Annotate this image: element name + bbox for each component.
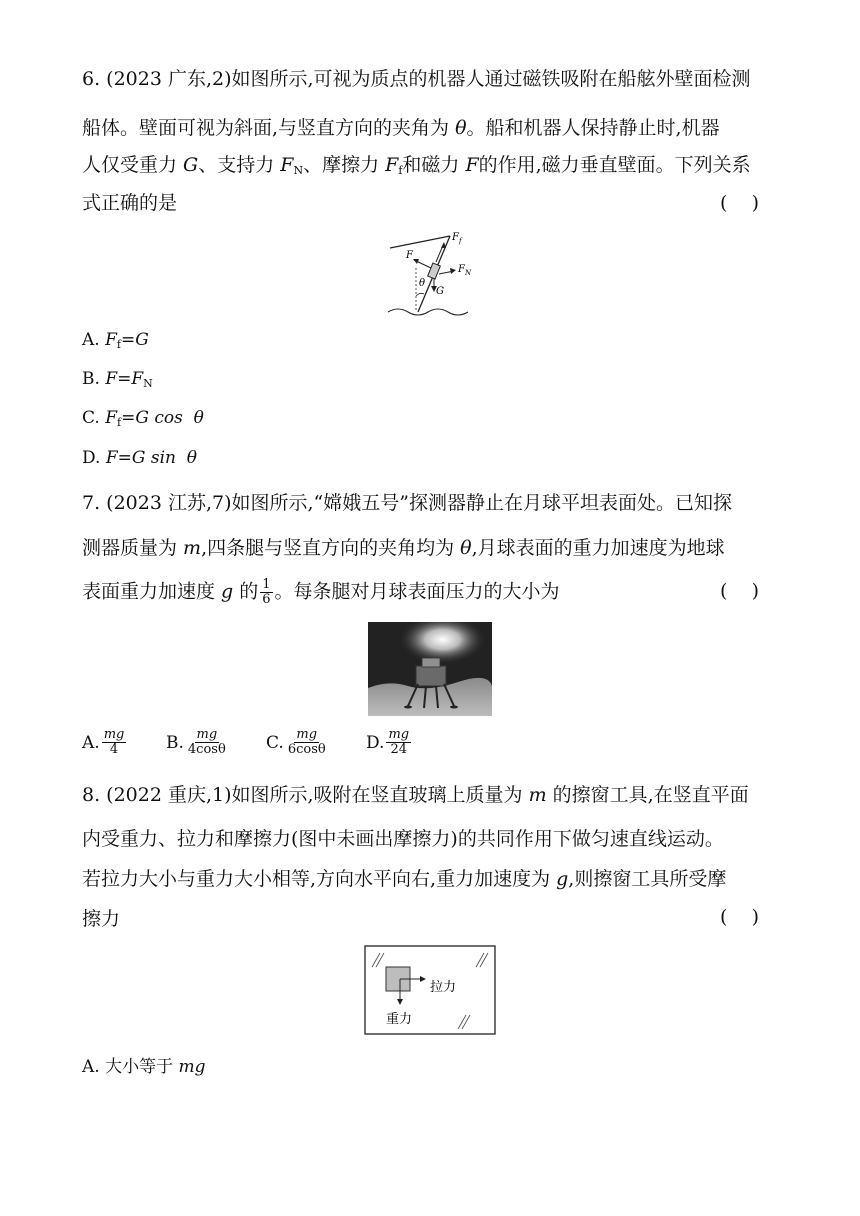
- q8-line-1: 8. (2022 重庆,1)如图所示,吸附在竖直玻璃上质量为 m 的擦窗工具,在竖直平面: [82, 784, 749, 806]
- label-pull: 拉力: [430, 980, 457, 995]
- q7-answer-bracket: ( ): [720, 580, 759, 602]
- lander-body: [416, 666, 446, 686]
- q6-line-1: 6. (2023 广东,2)如图所示,可视为质点的机器人通过磁铁吸附在船舷外壁面检测: [82, 68, 751, 90]
- hull-top-line: [390, 236, 450, 248]
- label-theta: θ: [419, 278, 426, 289]
- ascender: [422, 658, 440, 667]
- q7-option-c[interactable]: C. $\frac{mg}{6\cos\theta}$: [266, 727, 326, 757]
- label-gravity: 重力: [386, 1012, 413, 1027]
- q6-option-c[interactable]: C. $F_f=G$ cos θ: [82, 408, 204, 429]
- footpad-1: [404, 706, 412, 709]
- q6-option-a[interactable]: A. $F_f=G$: [82, 330, 149, 351]
- theta-arc: [416, 293, 424, 296]
- normal-arrowhead: [450, 268, 456, 274]
- q6-option-d[interactable]: D. F=G sin θ: [82, 448, 198, 468]
- q7-line-3: 表面重力加速度 g 的 $\frac{1}{6}$ 。每条腿对月球表面压力的大小为: [82, 577, 560, 607]
- q8-option-a[interactable]: A. 大小等于 mg: [82, 1057, 206, 1077]
- q8-line-2: 内受重力、拉力和摩擦力(图中未画出摩擦力)的共同作用下做匀速直线运动。: [82, 828, 724, 850]
- q6-line-4: 式正确的是: [82, 192, 178, 214]
- label-G: G: [436, 286, 444, 297]
- q6-option-b[interactable]: B. $F=F_N$: [82, 369, 153, 390]
- footpad-2: [450, 706, 458, 709]
- lander-photo: [368, 622, 492, 716]
- label-F: F: [406, 250, 413, 261]
- robot-block: [428, 263, 441, 279]
- q8-line-3: 若拉力大小与重力大小相等,方向水平向右,重力加速度为 g,则擦窗工具所受摩: [82, 868, 727, 890]
- q8-answer-bracket: ( ): [720, 906, 759, 928]
- one-sixth-fraction: $\frac{1}{6}$: [262, 577, 271, 607]
- q7-line-2: 测器质量为 m,四条腿与竖直方向的夹角均为 θ,月球表面的重力加速度为地球: [82, 537, 725, 559]
- window-cleaner-diagram: [364, 945, 496, 1035]
- q6-line-2: 船体。壁面可视为斜面,与竖直方向的夹角为 θ。船和机器人保持静止时,机器: [82, 117, 720, 139]
- q7-line-1: 7. (2023 江苏,7)如图所示,“嫦娥五号”探测器静止在月球平坦表面处。已知探: [82, 492, 732, 514]
- q7-option-b[interactable]: B. $\frac{mg}{4\cos\theta}$: [166, 727, 226, 757]
- q6-force-diagram: [386, 226, 486, 318]
- water-wave: [388, 309, 468, 315]
- q7-option-d[interactable]: D. $\frac{mg}{24}$: [366, 727, 410, 757]
- label-Ff: $F_f$: [452, 232, 462, 245]
- q8-line-4: 擦力: [82, 908, 121, 930]
- q6-answer-bracket: ( ): [720, 192, 759, 214]
- q6-line-3: 人仅受重力 G、支持力 $F_N$、摩擦力 $F_f$和磁力 F的作用,磁力垂直壁面。下列关系: [82, 154, 751, 177]
- label-FN: $F_N$: [458, 264, 472, 277]
- q7-option-a[interactable]: A. $\frac{mg}{4}$: [82, 727, 125, 757]
